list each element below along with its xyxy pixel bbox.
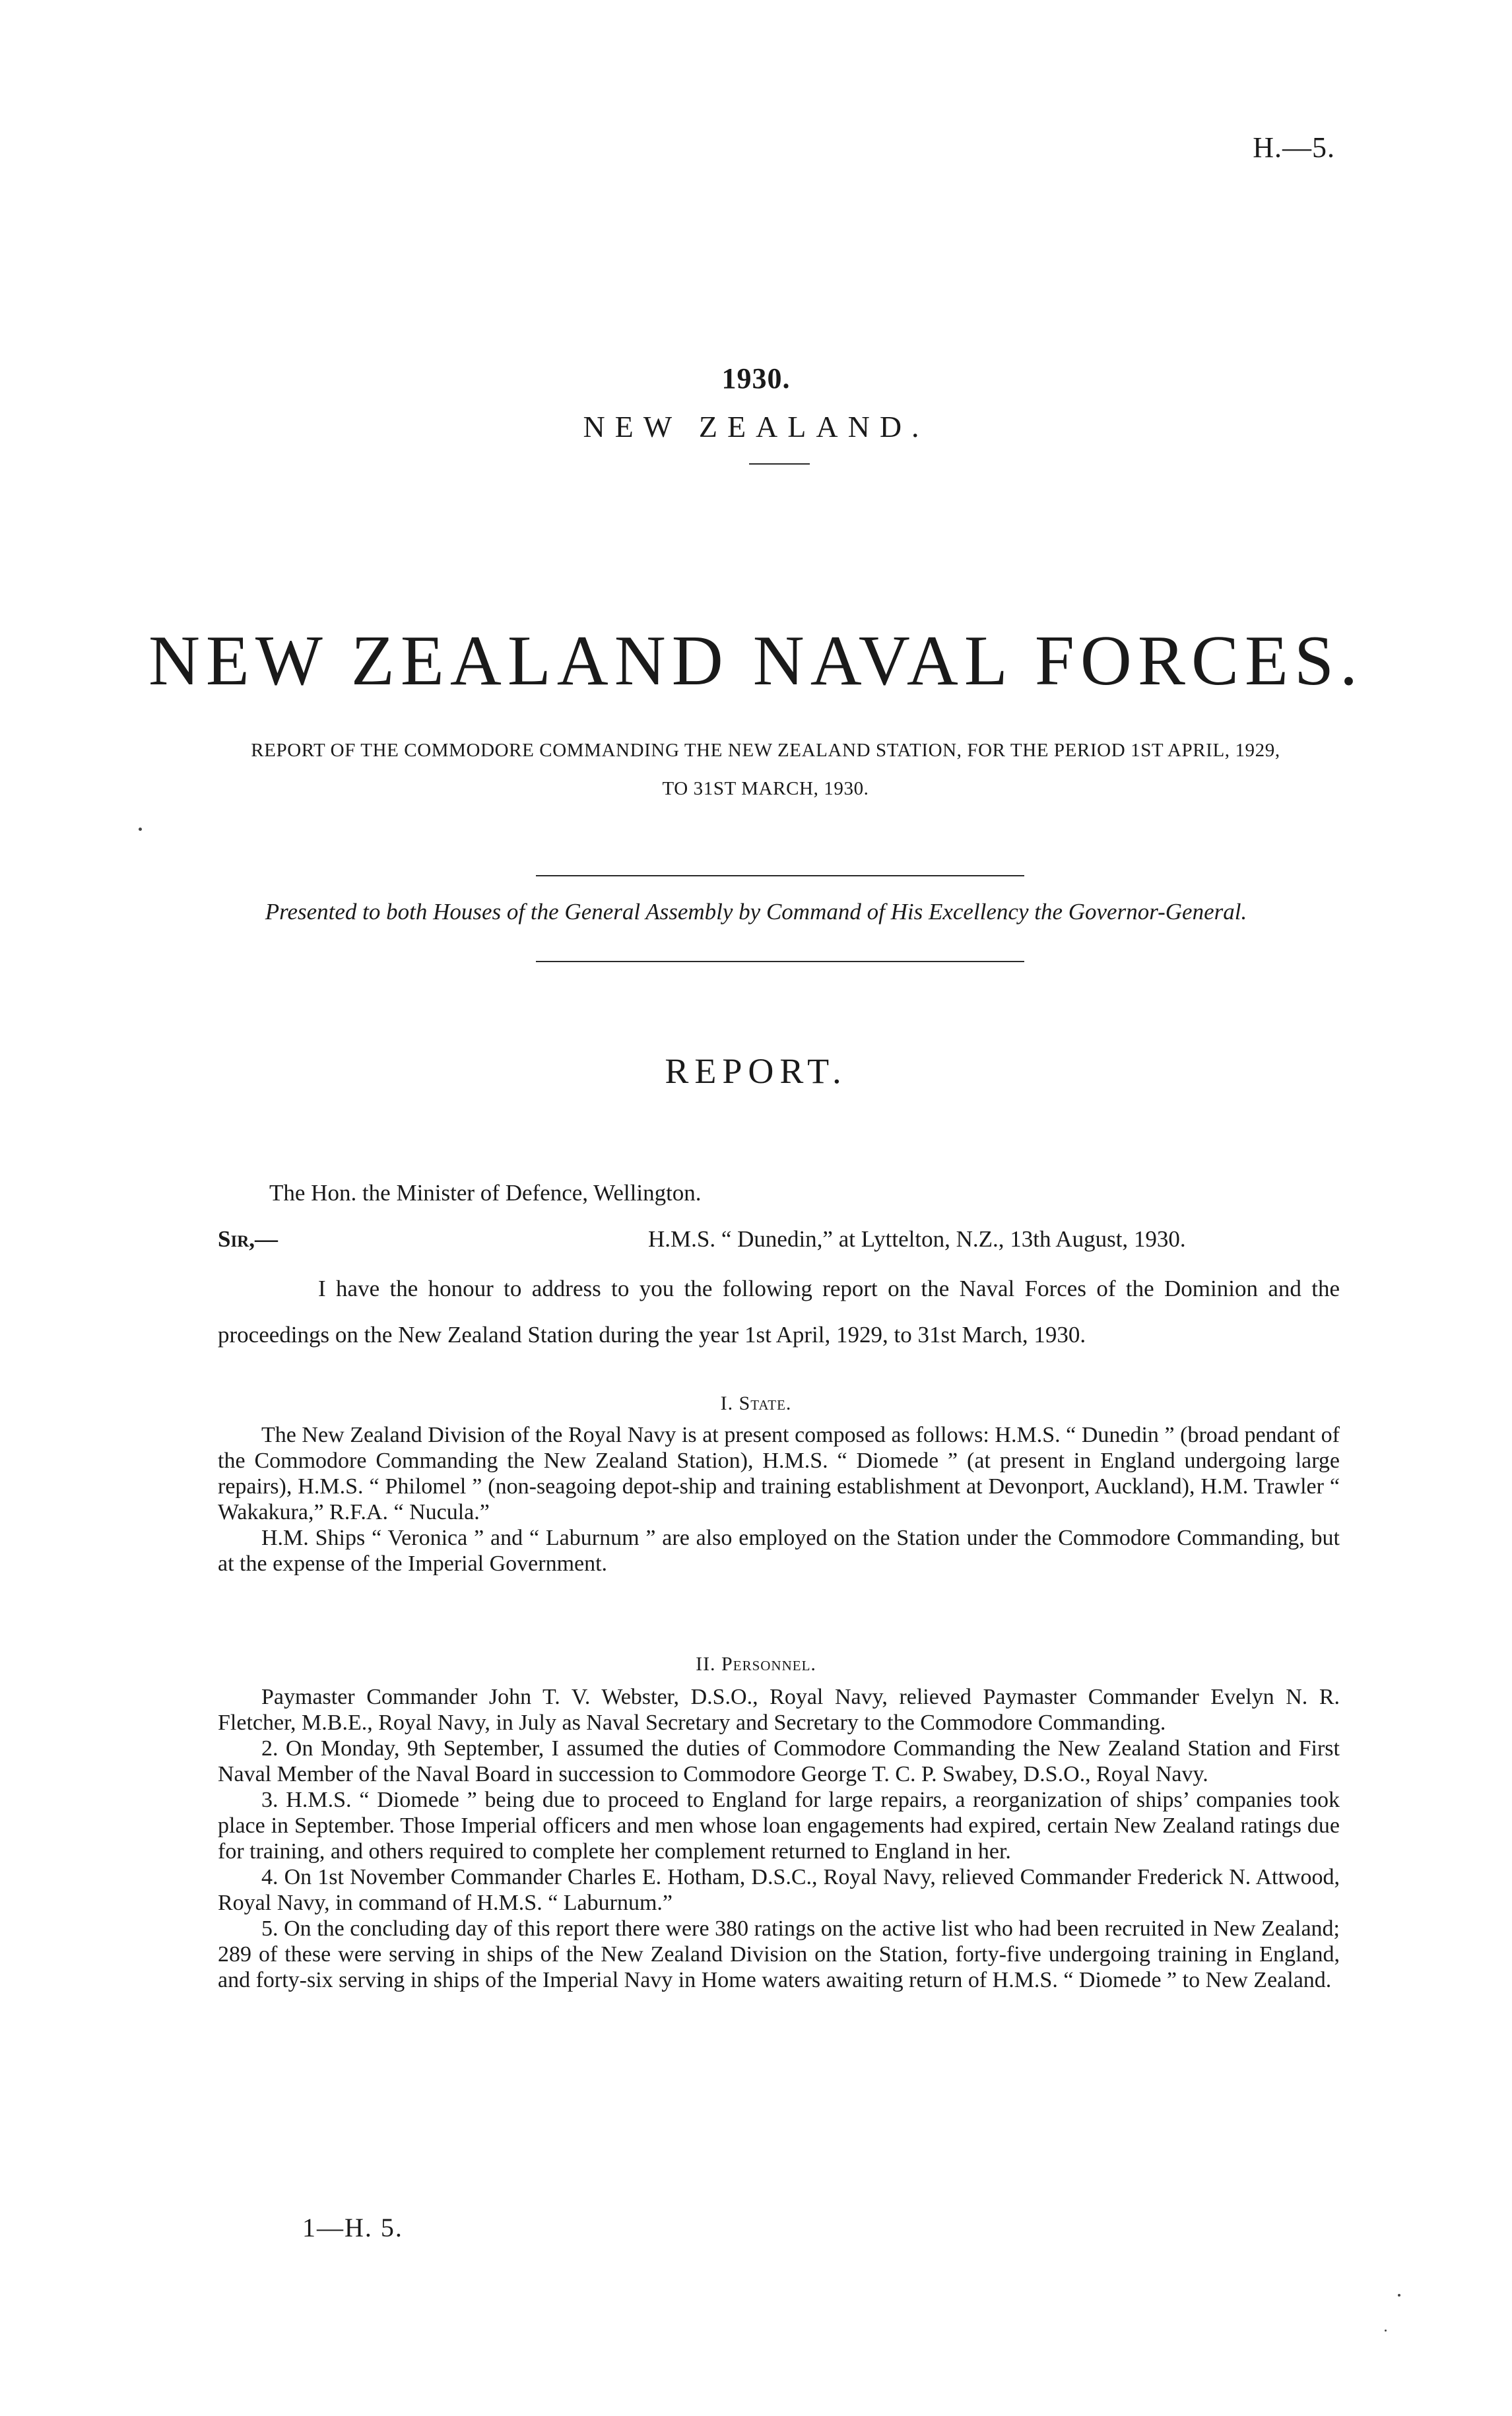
salutation: Sir,— [218, 1226, 278, 1252]
section-heading-personnel: II. Personnel. [696, 1653, 816, 1675]
short-rule [749, 463, 810, 465]
rule-below-presented [536, 961, 1024, 962]
personnel-section [218, 1684, 1340, 1993]
scan-speck [1398, 2294, 1400, 2297]
country-heading: NEW ZEALAND. [583, 410, 929, 443]
paragraph: 5. On the concluding day of this report there were 380 ratings on the active list who had been recruited in New Zealand; 289 of these were serving in ships of the New Zealand Division on the Station, forty-five undergoing training in England, and forty-six serving in ships of the Imperial Navy in Home waters awaiting return of H.M.S. “ Diomede ” to New Zealand. [218, 1916, 1340, 1992]
dateline: H.M.S. “ Dunedin,” at Lyttelton, N.Z., 13th August, 1930. [648, 1226, 1186, 1252]
subtitle: REPORT OF THE COMMODORE COMMANDING THE NEW ZEALAND STATION, FOR THE PERIOD 1ST APRIL, 1929, TO 31ST MARCH, 1930. [251, 740, 1280, 799]
footer-reference: 1—H. 5. [302, 2213, 403, 2242]
rule-above-presented [536, 875, 1024, 876]
scan-speck [1385, 2330, 1387, 2332]
year: 1930. [721, 362, 791, 395]
paragraph: The New Zealand Division of the Royal Navy is at present composed as follows: H.M.S. “ Dunedin ” (broad pendant of the Commodore Commanding the New Zealand Station), H.M.S. “ Diomede ” (at present in England undergoing large repairs), H.M.S. “ Philomel ” (non-seagoing depot-ship and training establishment at Devonport, Auckland), H.M. Trawler “ Wakakura,” R.F.A. “ Nucula.” [218, 1423, 1340, 1524]
state-section [218, 1422, 1340, 1577]
page-reference: H.—5. [1253, 131, 1335, 164]
paragraph: 3. H.M.S. “ Diomede ” being due to proceed to England for large repairs, a reorganization of ships’ companies took place in September. Those Imperial officers and men whose loan engagements had expired, certain New Zealand ratings due for training, and others required to complete her complement returned to England in her. [218, 1788, 1340, 1864]
section-heading-state: I. State. [720, 1392, 792, 1414]
addressee: The Hon. the Minister of Defence, Wellington. [269, 1180, 702, 1206]
paragraph: Paymaster Commander John T. V. Webster, D.S.O., Royal Navy, relieved Paymaster Commander Evelyn N. R. Fletcher, M.B.E., Royal Navy, in July as Naval Secretary and Secretary to the Commodore Commanding. [218, 1685, 1340, 1735]
report-heading: REPORT. [665, 1051, 847, 1091]
scan-speck [139, 828, 142, 831]
paragraph: 2. On Monday, 9th September, I assumed the duties of Commodore Commanding the New Zealand Station and First Naval Member of the Naval Board in succession to Commodore George T. C. P. Swabey, D.S.O., Royal Navy. [218, 1736, 1340, 1786]
intro-paragraph: I have the honour to address to you the following report on the Naval Forces of the Dominion and the proceedings on the New Zealand Station during the year 1st April, 1929, to 31st March, 1930. [218, 1276, 1340, 1348]
paragraph: 4. On 1st November Commander Charles E. Hotham, D.S.C., Royal Navy, relieved Commander Frederick N. Attwood, Royal Navy, in command of H.M.S. “ Laburnum.” [218, 1865, 1340, 1915]
main-title: NEW ZEALAND NAVAL FORCES. [148, 622, 1364, 700]
paragraph: H.M. Ships “ Veronica ” and “ Laburnum ” are also employed on the Station under the Commodore Commanding, but at the expense of the Imperial Government. [218, 1526, 1340, 1576]
presented-line: Presented to both Houses of the General Assembly by Command of His Excellency the Governor-General. [265, 899, 1247, 925]
